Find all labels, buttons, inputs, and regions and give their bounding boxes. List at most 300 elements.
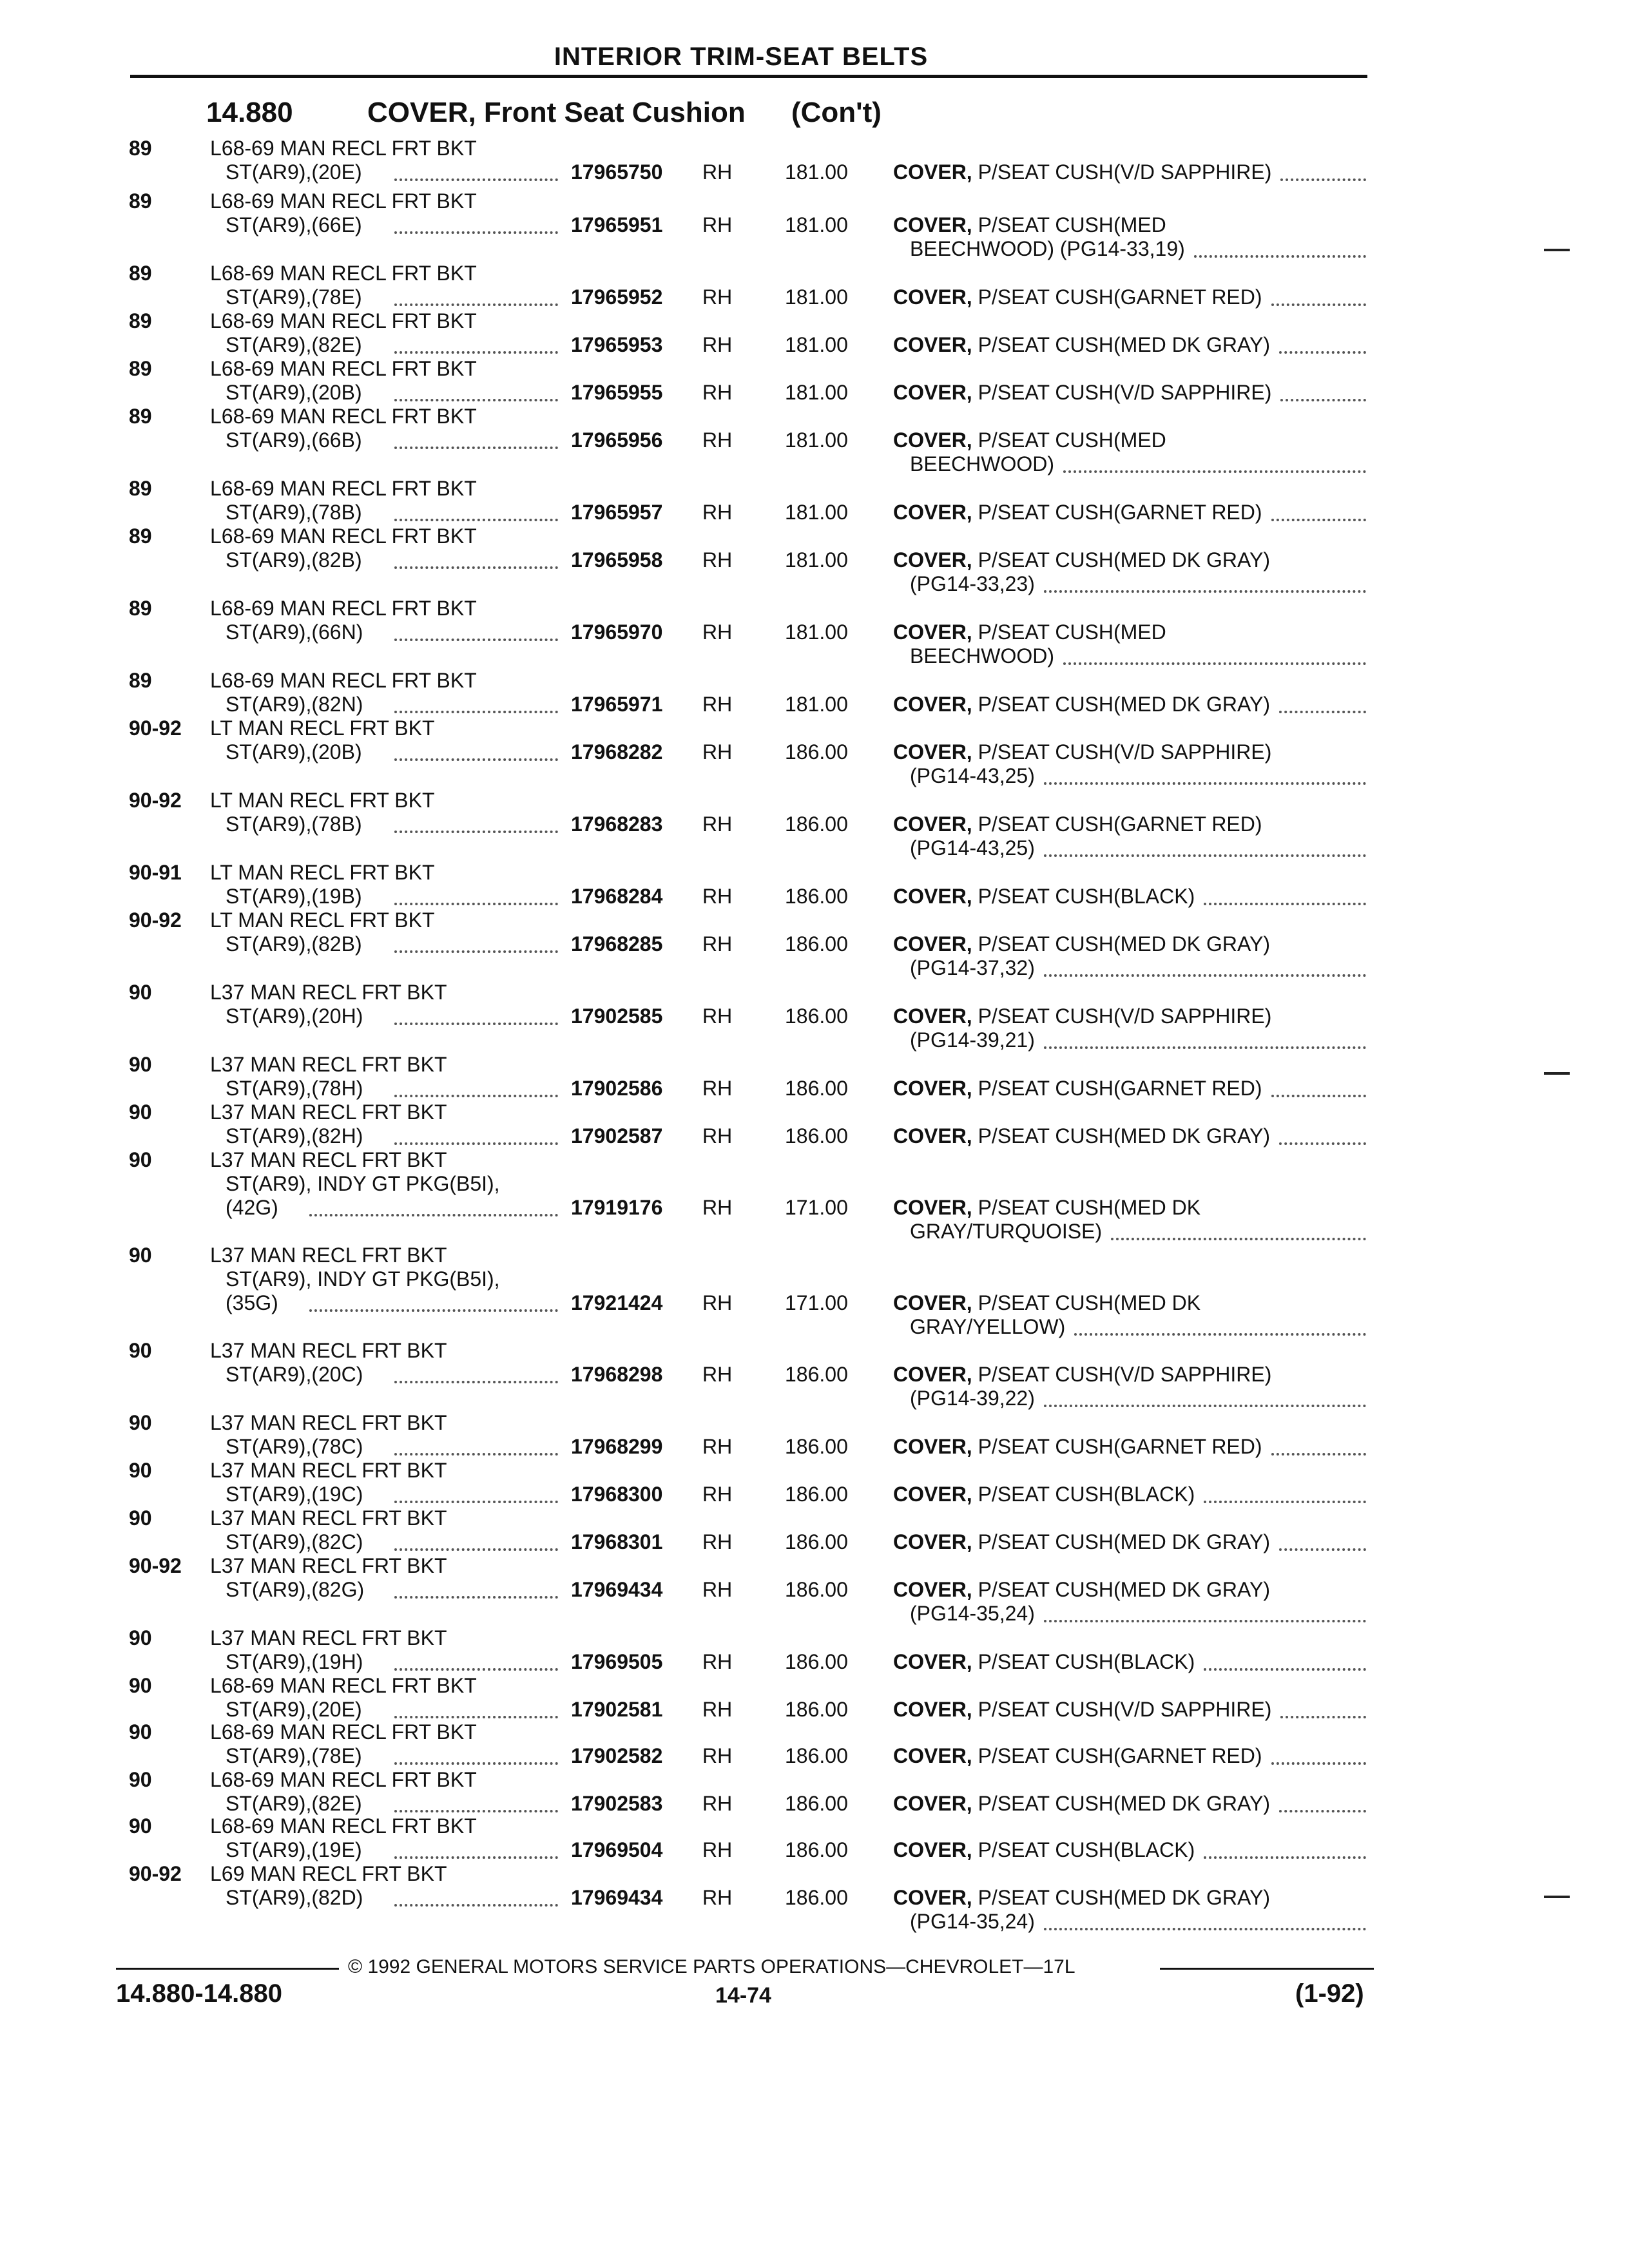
- price: 186.00: [785, 1886, 848, 1909]
- model-year: 90: [129, 1506, 152, 1530]
- part-description: [893, 548, 1270, 572]
- leader-dots: [1204, 1666, 1366, 1671]
- application-desc: ST(AR9),(20H): [226, 1004, 363, 1028]
- side: RH: [702, 160, 733, 184]
- section-title: COVER, Front Seat Cushion: [367, 97, 746, 128]
- leader-dots: [1063, 660, 1366, 665]
- part-description-cont: (PG14-43,25): [910, 836, 1035, 860]
- leader-dots: [394, 1901, 558, 1907]
- leader-dots: [1044, 972, 1366, 977]
- side: RH: [702, 1650, 733, 1673]
- model-year: 90: [129, 1720, 152, 1744]
- part-description-text: P/SEAT CUSH(MED DK: [978, 1196, 1201, 1219]
- leader-dots: [1271, 1450, 1366, 1456]
- part-description-cont: GRAY/TURQUOISE): [910, 1220, 1103, 1243]
- part-number: 17968282: [571, 740, 663, 764]
- part-number: 17965957: [571, 501, 663, 524]
- part-description-bold: COVER,: [893, 1792, 972, 1815]
- part-description-text: P/SEAT CUSH(V/D SAPPHIRE): [978, 1363, 1272, 1386]
- part-description: [893, 1363, 1271, 1387]
- part-description-bold: COVER,: [893, 693, 972, 716]
- application-desc: ST(AR9),(19H): [226, 1650, 363, 1673]
- part-description: [893, 932, 1270, 956]
- application-desc: ST(AR9),(82B): [226, 548, 362, 572]
- application-desc: ST(AR9),(19B): [226, 885, 362, 908]
- part-description-bold: COVER,: [893, 885, 972, 908]
- application-desc: L68-69 MAN RECL FRT BKT: [210, 1720, 477, 1744]
- part-description-cont: (PG14-39,21): [910, 1028, 1035, 1052]
- part-description-bold: COVER,: [893, 1004, 972, 1028]
- part-number: 17968300: [571, 1483, 663, 1506]
- application-desc: L37 MAN RECL FRT BKT: [210, 1053, 447, 1076]
- side: RH: [702, 501, 733, 524]
- part-description-bold: COVER,: [893, 1363, 972, 1386]
- leader-dots: [1279, 1546, 1366, 1551]
- application-desc: ST(AR9),(20B): [226, 381, 362, 404]
- application-desc: ST(AR9),(78E): [226, 1744, 362, 1767]
- part-number: 17968284: [571, 885, 663, 908]
- part-description-text: P/SEAT CUSH(MED DK GRAY): [978, 693, 1270, 716]
- application-desc: L37 MAN RECL FRT BKT: [210, 981, 447, 1004]
- application-desc: L69 MAN RECL FRT BKT: [210, 1862, 447, 1885]
- application-desc: L37 MAN RECL FRT BKT: [210, 1100, 447, 1124]
- leader-dots: [309, 1211, 558, 1216]
- part-description: [893, 428, 1166, 452]
- application-desc: L68-69 MAN RECL FRT BKT: [210, 669, 477, 692]
- leader-dots: [394, 1020, 558, 1025]
- application-desc: L68-69 MAN RECL FRT BKT: [210, 262, 477, 285]
- part-number: 17965955: [571, 381, 663, 404]
- application-desc: ST(AR9),(82B): [226, 932, 362, 956]
- application-desc: LT MAN RECL FRT BKT: [210, 908, 435, 932]
- price: 186.00: [785, 1650, 848, 1673]
- model-year: 90: [129, 1053, 152, 1076]
- leader-dots: [394, 708, 558, 713]
- part-description-bold: COVER,: [893, 333, 972, 356]
- part-number: 17968298: [571, 1363, 663, 1386]
- price: 181.00: [785, 160, 848, 184]
- price: 186.00: [785, 1578, 848, 1601]
- part-number: 17968301: [571, 1530, 663, 1553]
- part-description: [893, 1435, 1262, 1459]
- part-description-bold: COVER,: [893, 932, 972, 956]
- price: 171.00: [785, 1291, 848, 1314]
- leader-dots: [394, 301, 558, 306]
- model-year: 89: [129, 597, 152, 620]
- leader-dots: [1280, 176, 1366, 181]
- leader-dots: [394, 349, 558, 354]
- leader-dots: [394, 444, 558, 449]
- part-description-text: P/SEAT CUSH(V/D SAPPHIRE): [978, 160, 1272, 184]
- application-desc: L37 MAN RECL FRT BKT: [210, 1626, 447, 1649]
- price: 186.00: [785, 1004, 848, 1028]
- part-number: 17968285: [571, 932, 663, 956]
- leader-dots: [1271, 301, 1366, 306]
- side: RH: [702, 1435, 733, 1458]
- price: 186.00: [785, 1530, 848, 1553]
- part-description: [893, 1124, 1270, 1148]
- price: 181.00: [785, 501, 848, 524]
- part-description-text: P/SEAT CUSH(MED DK GRAY): [978, 1124, 1270, 1148]
- part-description-text: P/SEAT CUSH(BLACK): [978, 885, 1195, 908]
- application-desc: ST(AR9),(20E): [226, 1698, 362, 1721]
- side: RH: [702, 381, 733, 404]
- leader-dots: [1271, 516, 1366, 521]
- leader-dots: [1044, 1044, 1366, 1049]
- part-description: [893, 1698, 1271, 1722]
- price: 186.00: [785, 1363, 848, 1386]
- part-description-bold: COVER,: [893, 1124, 972, 1148]
- model-year: 89: [129, 137, 152, 160]
- part-description: [893, 333, 1270, 357]
- part-description: [893, 885, 1195, 908]
- price: 171.00: [785, 1196, 848, 1219]
- leader-dots: [309, 1307, 558, 1312]
- application-desc: LT MAN RECL FRT BKT: [210, 789, 435, 812]
- leader-dots: [1044, 852, 1366, 857]
- side: RH: [702, 1530, 733, 1553]
- model-year: 90-92: [129, 1862, 182, 1885]
- part-description-text: P/SEAT CUSH(MED: [978, 620, 1166, 644]
- application-desc: ST(AR9),(82G): [226, 1578, 365, 1601]
- leader-dots: [1044, 1402, 1366, 1407]
- model-year: 90-92: [129, 1554, 182, 1577]
- model-year: 90: [129, 981, 152, 1004]
- model-year: 90-91: [129, 861, 182, 884]
- side: RH: [702, 932, 733, 956]
- model-year: 90: [129, 1339, 152, 1362]
- footer-copyright: © 1992 GENERAL MOTORS SERVICE PARTS OPERATIONS—CHEVROLET—17L: [348, 1956, 1075, 1977]
- application-desc: ST(AR9),(20E): [226, 160, 362, 184]
- part-description-cont: (PG14-35,24): [910, 1602, 1035, 1625]
- leader-dots: [1271, 1760, 1366, 1765]
- page-title: INTERIOR TRIM-SEAT BELTS: [554, 43, 929, 71]
- part-description: [893, 1650, 1195, 1674]
- price: 181.00: [785, 333, 848, 356]
- part-number: 17965951: [571, 213, 663, 236]
- part-description-text: P/SEAT CUSH(GARNET RED): [978, 1744, 1262, 1767]
- leader-dots: [394, 1546, 558, 1551]
- leader-dots: [1280, 1713, 1366, 1718]
- part-description-text: P/SEAT CUSH(MED: [978, 213, 1166, 236]
- price: 186.00: [785, 812, 848, 836]
- leader-dots: [1204, 1854, 1366, 1859]
- part-description: [893, 1483, 1195, 1506]
- application-desc: ST(AR9),(66B): [226, 428, 362, 452]
- price: 181.00: [785, 381, 848, 404]
- side: RH: [702, 1886, 733, 1909]
- part-number: 17965971: [571, 693, 663, 716]
- part-description-text: P/SEAT CUSH(GARNET RED): [978, 1435, 1262, 1458]
- part-description-text: P/SEAT CUSH(MED DK: [978, 1291, 1201, 1314]
- side: RH: [702, 1196, 733, 1219]
- leader-dots: [394, 1450, 558, 1456]
- price: 186.00: [785, 740, 848, 764]
- leader-dots: [394, 1498, 558, 1503]
- part-number: 17902581: [571, 1698, 663, 1721]
- side: RH: [702, 812, 733, 836]
- price: 186.00: [785, 885, 848, 908]
- price: 181.00: [785, 428, 848, 452]
- leader-dots: [1204, 1498, 1366, 1503]
- leader-dots: [394, 948, 558, 953]
- part-description-cont: BEECHWOOD): [910, 452, 1054, 476]
- application-desc: ST(AR9),(19E): [226, 1838, 362, 1861]
- part-description-bold: COVER,: [893, 1886, 972, 1909]
- leader-dots: [1063, 468, 1366, 473]
- side: RH: [702, 1363, 733, 1386]
- part-description-cont: (PG14-43,25): [910, 764, 1035, 787]
- leader-dots: [1279, 708, 1366, 713]
- part-description-text: P/SEAT CUSH(BLACK): [978, 1483, 1195, 1506]
- part-description-bold: COVER,: [893, 285, 972, 309]
- part-number: 17968299: [571, 1435, 663, 1458]
- side: RH: [702, 1077, 733, 1100]
- application-desc: L68-69 MAN RECL FRT BKT: [210, 405, 477, 428]
- part-description: [893, 1744, 1262, 1768]
- part-description-bold: COVER,: [893, 1435, 972, 1458]
- part-description-cont: BEECHWOOD): [910, 644, 1054, 668]
- application-desc: L68-69 MAN RECL FRT BKT: [210, 477, 477, 500]
- price: 181.00: [785, 620, 848, 644]
- margin-mark: [1544, 249, 1570, 251]
- leader-dots: [394, 229, 558, 234]
- part-number: 17902587: [571, 1124, 663, 1148]
- application-desc: ST(AR9),(82H): [226, 1124, 363, 1148]
- model-year: 90: [129, 1459, 152, 1482]
- price: 186.00: [785, 932, 848, 956]
- price: 181.00: [785, 285, 848, 309]
- part-description-text: P/SEAT CUSH(GARNET RED): [978, 812, 1262, 836]
- margin-mark: [1544, 1896, 1570, 1898]
- part-description: [893, 693, 1270, 716]
- part-number: 17965970: [571, 620, 663, 644]
- leader-dots: [1044, 780, 1366, 785]
- application-desc: L68-69 MAN RECL FRT BKT: [210, 1768, 477, 1791]
- model-year: 90-92: [129, 716, 182, 740]
- leader-dots: [394, 636, 558, 641]
- part-number: 17965956: [571, 428, 663, 452]
- model-year: 89: [129, 189, 152, 213]
- side: RH: [702, 1578, 733, 1601]
- part-description-bold: COVER,: [893, 1838, 972, 1861]
- application-desc: ST(AR9), INDY GT PKG(B5I),: [226, 1172, 500, 1195]
- application-desc: ST(AR9),(78C): [226, 1435, 363, 1458]
- part-description-text: P/SEAT CUSH(V/D SAPPHIRE): [978, 1004, 1272, 1028]
- application-desc: ST(AR9),(66N): [226, 620, 363, 644]
- part-number: 17965953: [571, 333, 663, 356]
- model-year: 90: [129, 1814, 152, 1838]
- part-description-bold: COVER,: [893, 1291, 972, 1314]
- application-desc: L37 MAN RECL FRT BKT: [210, 1411, 447, 1434]
- price: 186.00: [785, 1483, 848, 1506]
- part-description-text: P/SEAT CUSH(MED DK GRAY): [978, 333, 1270, 356]
- leader-dots: [1280, 396, 1366, 401]
- price: 186.00: [785, 1698, 848, 1721]
- price: 186.00: [785, 1077, 848, 1100]
- application-desc: L37 MAN RECL FRT BKT: [210, 1339, 447, 1362]
- leader-dots: [394, 1713, 558, 1718]
- part-description-bold: COVER,: [893, 501, 972, 524]
- part-description-bold: COVER,: [893, 1744, 972, 1767]
- model-year: 90: [129, 1626, 152, 1649]
- application-desc: LT MAN RECL FRT BKT: [210, 861, 435, 884]
- part-number: 17969434: [571, 1578, 663, 1601]
- application-desc: L68-69 MAN RECL FRT BKT: [210, 357, 477, 380]
- price: 186.00: [785, 1792, 848, 1815]
- section-continued: (Con't): [791, 97, 882, 128]
- part-description-cont: (PG14-39,22): [910, 1387, 1035, 1410]
- leader-dots: [1044, 588, 1366, 593]
- part-description: [893, 1838, 1195, 1862]
- price: 186.00: [785, 1124, 848, 1148]
- part-description: [893, 1196, 1200, 1220]
- side: RH: [702, 620, 733, 644]
- application-desc: ST(AR9),(20B): [226, 740, 362, 764]
- part-description: [893, 812, 1262, 836]
- price: 186.00: [785, 1838, 848, 1861]
- application-desc: ST(AR9),(20C): [226, 1363, 363, 1386]
- part-description-text: P/SEAT CUSH(MED: [978, 428, 1166, 452]
- leader-dots: [394, 1593, 558, 1599]
- side: RH: [702, 1124, 733, 1148]
- side: RH: [702, 285, 733, 309]
- application-desc: L37 MAN RECL FRT BKT: [210, 1554, 447, 1577]
- price: 181.00: [785, 213, 848, 236]
- side: RH: [702, 428, 733, 452]
- part-description-bold: COVER,: [893, 1578, 972, 1601]
- price: 186.00: [785, 1435, 848, 1458]
- model-year: 90-92: [129, 908, 182, 932]
- model-year: 89: [129, 524, 152, 548]
- application-desc: ST(AR9),(82D): [226, 1886, 363, 1909]
- application-desc: L68-69 MAN RECL FRT BKT: [210, 1814, 477, 1838]
- part-number: 17965952: [571, 285, 663, 309]
- part-number: 17902583: [571, 1792, 663, 1815]
- leader-dots: [394, 396, 558, 401]
- leader-dots: [394, 1760, 558, 1765]
- model-year: 90: [129, 1411, 152, 1434]
- application-desc: L37 MAN RECL FRT BKT: [210, 1244, 447, 1267]
- model-year: 90: [129, 1244, 152, 1267]
- application-desc: L68-69 MAN RECL FRT BKT: [210, 1674, 477, 1697]
- application-desc: ST(AR9),(82E): [226, 333, 362, 356]
- leader-dots: [394, 900, 558, 905]
- part-description-bold: COVER,: [893, 428, 972, 452]
- model-year: 89: [129, 405, 152, 428]
- section-number: 14.880: [206, 97, 293, 128]
- part-description-text: P/SEAT CUSH(MED DK GRAY): [978, 1792, 1270, 1815]
- footer-date: (1-92): [1295, 1979, 1364, 2008]
- leader-dots: [1279, 349, 1366, 354]
- leader-dots: [1044, 1617, 1366, 1622]
- application-desc: ST(AR9),(78B): [226, 812, 362, 836]
- leader-dots: [1279, 1140, 1366, 1145]
- application-desc: L37 MAN RECL FRT BKT: [210, 1459, 447, 1482]
- part-description: [893, 1578, 1270, 1602]
- application-desc: LT MAN RECL FRT BKT: [210, 716, 435, 740]
- part-description-text: P/SEAT CUSH(V/D SAPPHIRE): [978, 740, 1272, 764]
- side: RH: [702, 213, 733, 236]
- price: 181.00: [785, 548, 848, 572]
- side: RH: [702, 1698, 733, 1721]
- application-desc: ST(AR9), INDY GT PKG(B5I),: [226, 1267, 500, 1291]
- part-description-text: P/SEAT CUSH(MED DK GRAY): [978, 1886, 1270, 1909]
- part-description-bold: COVER,: [893, 1530, 972, 1553]
- leader-dots: [1111, 1235, 1366, 1240]
- header-divider: [130, 75, 1367, 78]
- part-description: [893, 160, 1271, 184]
- leader-dots: [394, 1140, 558, 1145]
- model-year: 90: [129, 1148, 152, 1171]
- part-number: 17969504: [571, 1838, 663, 1861]
- footer-rule: [1160, 1968, 1374, 1970]
- part-description-bold: COVER,: [893, 548, 972, 572]
- side: RH: [702, 693, 733, 716]
- part-description-text: P/SEAT CUSH(V/D SAPPHIRE): [978, 381, 1272, 404]
- side: RH: [702, 333, 733, 356]
- leader-dots: [1074, 1331, 1366, 1336]
- part-description-cont: GRAY/YELLOW): [910, 1315, 1066, 1338]
- footer-section-range: 14.880-14.880: [116, 1979, 283, 2008]
- part-description: [893, 620, 1166, 644]
- leader-dots: [394, 564, 558, 569]
- part-description-text: P/SEAT CUSH(GARNET RED): [978, 501, 1262, 524]
- leader-dots: [394, 1854, 558, 1859]
- price: 181.00: [785, 693, 848, 716]
- model-year: 90: [129, 1674, 152, 1697]
- part-description-bold: COVER,: [893, 812, 972, 836]
- model-year: 90: [129, 1768, 152, 1791]
- part-description: [893, 285, 1262, 309]
- part-description-cont: (PG14-33,23): [910, 572, 1035, 595]
- application-desc: ST(AR9),(82C): [226, 1530, 363, 1553]
- application-desc: ST(AR9),(78E): [226, 285, 362, 309]
- part-description-bold: COVER,: [893, 213, 972, 236]
- part-description-cont: BEECHWOOD) (PG14-33,19): [910, 237, 1185, 260]
- part-description-bold: COVER,: [893, 1077, 972, 1100]
- part-description-text: P/SEAT CUSH(V/D SAPPHIRE): [978, 1698, 1272, 1721]
- price: 186.00: [785, 1744, 848, 1767]
- part-description: [893, 1077, 1262, 1100]
- part-number: 17968283: [571, 812, 663, 836]
- model-year: 89: [129, 477, 152, 500]
- model-year: 89: [129, 262, 152, 285]
- part-description-bold: COVER,: [893, 740, 972, 764]
- side: RH: [702, 1291, 733, 1314]
- part-number: 17969434: [571, 1886, 663, 1909]
- application-desc: L37 MAN RECL FRT BKT: [210, 1148, 447, 1171]
- side: RH: [702, 1004, 733, 1028]
- side: RH: [702, 548, 733, 572]
- application-desc: ST(AR9),(66E): [226, 213, 362, 236]
- model-year: 90: [129, 1100, 152, 1124]
- leader-dots: [394, 756, 558, 761]
- part-description-text: P/SEAT CUSH(MED DK GRAY): [978, 548, 1270, 572]
- part-description-bold: COVER,: [893, 381, 972, 404]
- part-description: [893, 213, 1166, 237]
- part-number: 17965958: [571, 548, 663, 572]
- side: RH: [702, 740, 733, 764]
- application-desc: L68-69 MAN RECL FRT BKT: [210, 309, 477, 332]
- leader-dots: [394, 1092, 558, 1097]
- page-number: 14-74: [715, 1983, 771, 2008]
- model-year: 89: [129, 309, 152, 332]
- footer-rule: [116, 1968, 339, 1970]
- leader-dots: [394, 1666, 558, 1671]
- application-desc: ST(AR9),(82N): [226, 693, 363, 716]
- application-desc: (42G): [226, 1196, 278, 1219]
